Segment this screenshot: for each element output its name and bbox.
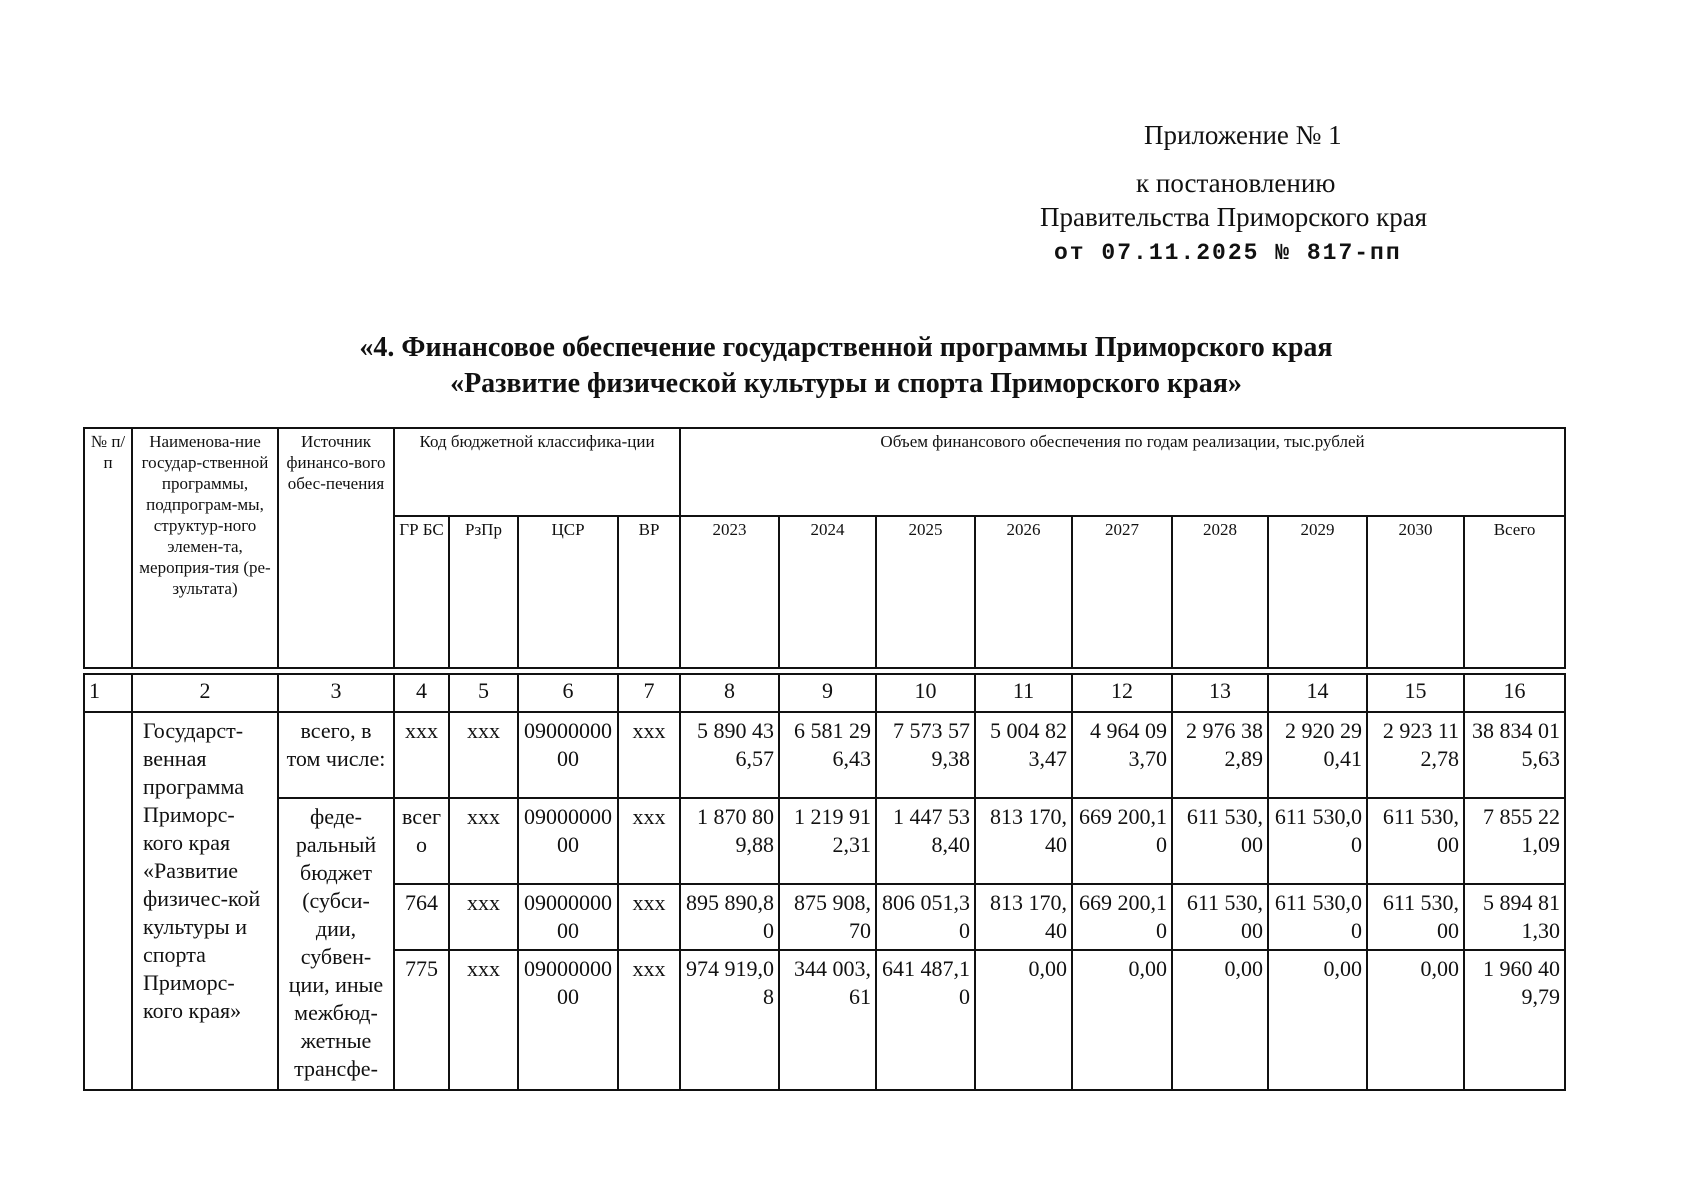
value-cell: 1 447 538,40: [876, 798, 975, 884]
csr-cell: 0900000000: [518, 950, 618, 1090]
column-number: 1: [84, 674, 132, 712]
column-number: 2: [132, 674, 278, 712]
grbs-cell: всего: [394, 798, 449, 884]
value-cell: 611 530,00: [1367, 884, 1464, 950]
value-cell: 4 964 093,70: [1072, 712, 1172, 798]
value-cell: 0,00: [1268, 950, 1367, 1090]
total-cell: 7 855 221,09: [1464, 798, 1565, 884]
value-cell: 344 003,61: [779, 950, 876, 1090]
source-cell: всего, в том числе:: [278, 712, 394, 798]
column-number: 5: [449, 674, 518, 712]
grbs-cell: 775: [394, 950, 449, 1090]
column-number: 15: [1367, 674, 1464, 712]
value-cell: 2 976 382,89: [1172, 712, 1268, 798]
appendix-label: Приложение № 1: [1144, 120, 1342, 150]
column-number: 11: [975, 674, 1072, 712]
rzpr-cell: xxx: [449, 798, 518, 884]
rzpr-cell: xxx: [449, 884, 518, 950]
value-cell: 895 890,80: [680, 884, 779, 950]
value-cell: 6 581 296,43: [779, 712, 876, 798]
value-cell: 1 219 912,31: [779, 798, 876, 884]
to-decree-text: к постановлению: [1136, 168, 1336, 198]
total-cell: 5 894 811,30: [1464, 884, 1565, 950]
header-year: 2029: [1268, 516, 1367, 668]
value-cell: 641 487,10: [876, 950, 975, 1090]
vr-cell: xxx: [618, 712, 680, 798]
source-cell: феде-ральный бюджет (субси-дии, субвен-ции, иные межбюд-жетные трансфе-: [278, 798, 394, 1090]
header-year: 2023: [680, 516, 779, 668]
value-cell: 7 573 579,38: [876, 712, 975, 798]
value-cell: 813 170,40: [975, 798, 1072, 884]
column-number: 8: [680, 674, 779, 712]
value-cell: 5 890 436,57: [680, 712, 779, 798]
value-cell: 611 530,00: [1268, 884, 1367, 950]
value-cell: 0,00: [975, 950, 1072, 1090]
vr-cell: xxx: [618, 798, 680, 884]
rzpr-cell: xxx: [449, 712, 518, 798]
column-number: 7: [618, 674, 680, 712]
value-cell: 669 200,10: [1072, 884, 1172, 950]
column-number: 14: [1268, 674, 1367, 712]
total-cell: 38 834 015,63: [1464, 712, 1565, 798]
rzpr-cell: xxx: [449, 950, 518, 1090]
value-cell: 611 530,00: [1172, 798, 1268, 884]
value-cell: 974 919,08: [680, 950, 779, 1090]
column-number: 12: [1072, 674, 1172, 712]
csr-cell: 0900000000: [518, 712, 618, 798]
column-number: 9: [779, 674, 876, 712]
decree-reference-stamp: от 07.11.2025 № 817-пп: [1054, 240, 1402, 266]
row-number-cell: [84, 712, 132, 1090]
value-cell: 2 923 112,78: [1367, 712, 1464, 798]
header-year: 2030: [1367, 516, 1464, 668]
header-year: 2027: [1072, 516, 1172, 668]
header-year: 2024: [779, 516, 876, 668]
value-cell: 611 530,00: [1367, 798, 1464, 884]
title-line-2: «Развитие физической культуры и спорта Приморского края»: [450, 368, 1242, 399]
column-number: 13: [1172, 674, 1268, 712]
document-title: [0, 330, 1692, 402]
value-cell: 1 870 809,88: [680, 798, 779, 884]
header-source: Источник финансо-вого обес-печения: [278, 428, 394, 668]
value-cell: 0,00: [1172, 950, 1268, 1090]
appendix-block: [1040, 118, 1560, 270]
header-row-1: [84, 428, 1565, 516]
column-number: 6: [518, 674, 618, 712]
column-numbers-row: [84, 674, 1565, 712]
grbs-cell: xxx: [394, 712, 449, 798]
column-number: 10: [876, 674, 975, 712]
header-total: Всего: [1464, 516, 1565, 668]
value-cell: 0,00: [1367, 950, 1464, 1090]
value-cell: 5 004 823,47: [975, 712, 1072, 798]
value-cell: 611 530,00: [1268, 798, 1367, 884]
csr-cell: 0900000000: [518, 884, 618, 950]
financing-table: [83, 427, 1566, 1091]
value-cell: 2 920 290,41: [1268, 712, 1367, 798]
value-cell: 611 530,00: [1172, 884, 1268, 950]
header-year: 2026: [975, 516, 1072, 668]
column-number: 16: [1464, 674, 1565, 712]
table-row: [84, 798, 1565, 884]
vr-cell: xxx: [618, 950, 680, 1090]
column-number: 4: [394, 674, 449, 712]
title-line-1: «4. Финансовое обеспечение государственной программы Приморского края: [359, 332, 1333, 363]
header-year: 2028: [1172, 516, 1268, 668]
value-cell: 875 908,70: [779, 884, 876, 950]
header-volume: Объем финансового обеспечения по годам реализации, тыс.рублей: [680, 428, 1565, 516]
header-name: Наименова-ние государ-ственной программы, подпрограм-мы, структур-ного элемен-та, мероприя-тия (ре-зультата): [132, 428, 278, 668]
vr-cell: xxx: [618, 884, 680, 950]
header-year: 2025: [876, 516, 975, 668]
value-cell: 0,00: [1072, 950, 1172, 1090]
header-csr: ЦСР: [518, 516, 618, 668]
grbs-cell: 764: [394, 884, 449, 950]
header-rzpr: РзПр: [449, 516, 518, 668]
header-num: № п/ п: [84, 428, 132, 668]
value-cell: 669 200,10: [1072, 798, 1172, 884]
program-name-cell: Государст-венная программа Приморс-кого края «Развитие физичес-кой культуры и спорта Приморс-кого края»: [132, 712, 278, 1090]
header-grbs: ГР БС: [394, 516, 449, 668]
header-vr: ВР: [618, 516, 680, 668]
table-row: [84, 712, 1565, 798]
total-cell: 1 960 409,79: [1464, 950, 1565, 1090]
header-budget-code: Код бюджетной классифика-ции: [394, 428, 680, 516]
column-number: 3: [278, 674, 394, 712]
value-cell: 806 051,30: [876, 884, 975, 950]
value-cell: 813 170,40: [975, 884, 1072, 950]
csr-cell: 0900000000: [518, 798, 618, 884]
government-text: Правительства Приморского края: [1040, 202, 1428, 232]
